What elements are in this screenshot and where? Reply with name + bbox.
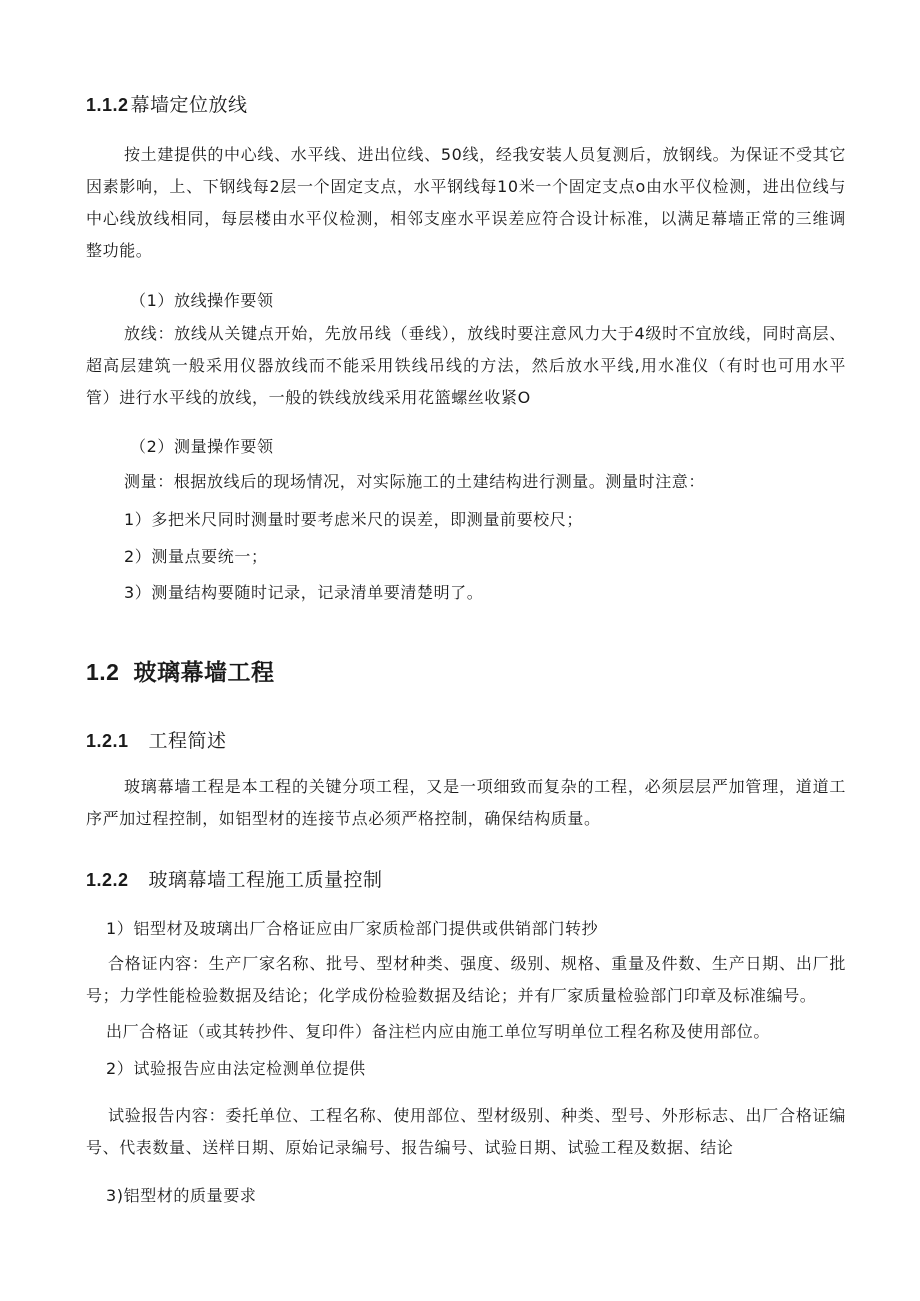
paragraph-layout-operation: 放线：放线从关键点开始，先放吊线（垂线），放线时要注意风力大于4级时不宜放线，同时高层、超高层建筑一般采用仪器放线而不能采用铁线吊线的方法，然后放水平线,用水准仪（有时也可用水平管）进行水平线的放线，一般的铁线放线采用花篮螺丝收紧O bbox=[86, 324, 846, 407]
list-item-certificate: 1）铝型材及玻璃出厂合格证应由厂家质检部门提供或供销部门转抄 bbox=[106, 919, 599, 938]
paragraph-certificate-content: 合格证内容：生产厂家名称、批号、型材种类、强度、级别、规格、重量及件数、生产日期、出厂批号；力学性能检验数据及结论；化学成份检验数据及结论；并有厂家质量检验部门印章及标准编号。 bbox=[86, 954, 846, 1005]
list-item: 1）多把米尺同时测量时要考虑米尺的误差，即测量前要校尺； bbox=[124, 510, 583, 529]
paragraph-measurement: 测量：根据放线后的现场情况，对实际施工的土建结构进行测量。测量时注意： bbox=[124, 472, 706, 491]
list-item: 3）测量结构要随时记录，记录清单要清楚明了。 bbox=[124, 583, 484, 602]
list-item-test-report: 2）试验报告应由法定检测单位提供 bbox=[106, 1059, 366, 1078]
paragraph-test-report-content: 试验报告内容：委托单位、工程名称、使用部位、型材级别、种类、型号、外形标志、出厂合格证编号、代表数量、送样日期、原始记录编号、报告编号、试验日期、试验工程及数据、结论 bbox=[86, 1106, 846, 1157]
list-item: 2）测量点要统一； bbox=[124, 547, 268, 566]
heading-1-2 bbox=[86, 654, 846, 687]
heading-title: 幕墙定位放线 bbox=[130, 94, 248, 116]
heading-number: 1.2.1 bbox=[86, 731, 129, 751]
paragraph-positioning-intro: 按土建提供的中心线、水平线、进出位线、50线，经我安装人员复测后，放钢线。为保证不受其它因素影响，上、下钢线每2层一个固定支点，水平钢线每10米一个固定支点o由水平仪检测，进出位线与中心线放线相同，每层楼由水平仪检测，相邻支座水平误差应符合设计标准，以满足幕墙正常的三维调整功能。 bbox=[86, 145, 846, 260]
subheading-layout-essentials: （1）放线操作要领 bbox=[130, 291, 274, 310]
heading-title: 工程简述 bbox=[148, 730, 227, 752]
heading-1-1-2 bbox=[86, 90, 846, 117]
heading-title: 玻璃幕墙工程施工质量控制 bbox=[148, 869, 383, 891]
paragraph-certificate-note: 出厂合格证（或其转抄件、复印件）备注栏内应由施工单位写明单位工程名称及使用部位。 bbox=[106, 1022, 771, 1041]
heading-number: 1.2.2 bbox=[86, 870, 129, 890]
paragraph-overview: 玻璃幕墙工程是本工程的关键分项工程，又是一项细致而复杂的工程，必须层层严加管理，道道工序严加过程控制，如铝型材的连接节点必须严格控制，确保结构质量。 bbox=[86, 777, 846, 828]
heading-1-2-1 bbox=[86, 726, 846, 753]
heading-number: 1.1.2 bbox=[86, 95, 129, 115]
list-item-aluminum-quality: 3)铝型材的质量要求 bbox=[106, 1186, 257, 1205]
heading-1-2-2 bbox=[86, 865, 846, 892]
heading-title: 玻璃幕墙工程 bbox=[133, 660, 275, 686]
heading-number: 1.2 bbox=[86, 659, 120, 685]
subheading-measurement-essentials: （2）测量操作要领 bbox=[130, 437, 274, 456]
